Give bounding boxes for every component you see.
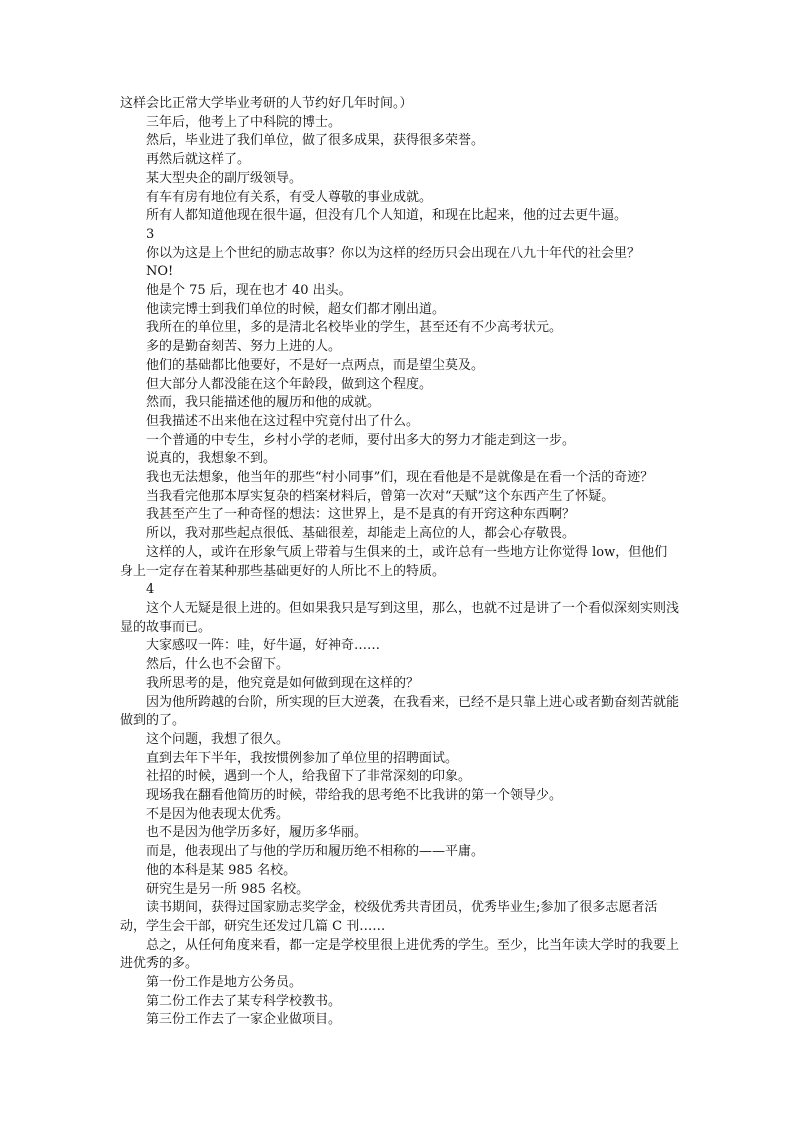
paragraph: 这样的人，或许在形象气质上带着与生俱来的土，或许总有一些地方让你觉得 low，但他们身上一定存在着某种那些基础更好的人所比不上的特质。 bbox=[120, 544, 668, 579]
paragraph: 然而，我只能描述他的履历和他的成就。 bbox=[146, 395, 381, 411]
paragraph: 这个问题，我想了很久。 bbox=[146, 731, 290, 747]
paragraph: 他的本科是某 985 名校。 bbox=[146, 862, 297, 878]
paragraph: 多的是勤奋刻苦、努力上进的人。 bbox=[146, 339, 342, 355]
paragraph: 他是个 75 后，现在也才 40 出头。 bbox=[146, 283, 352, 299]
paragraph: 但大部分人都没能在这个年龄段，做到这个程度。 bbox=[146, 376, 433, 392]
paragraph: 再然后就这样了。 bbox=[146, 152, 251, 168]
paragraph: 他们的基础都比他要好，不是好一点两点，而是望尘莫及。 bbox=[146, 357, 485, 373]
paragraph: 不是因为他表现太优秀。 bbox=[146, 806, 290, 822]
paragraph: 总之，从任何角度来看，都一定是学校里很上进优秀的学生。至少，比当年读大学时的我要上进优秀的多。 bbox=[120, 937, 680, 972]
paragraph: 大家感叹一阵：哇，好牛逼，好神奇…… bbox=[146, 638, 381, 654]
paragraph: 某大型央企的副厅级领导。 bbox=[146, 170, 303, 186]
paragraph: 第三份工作去了一家企业做项目。 bbox=[146, 1012, 342, 1028]
paragraph: 他读完博士到我们单位的时候，超女们都才刚出道。 bbox=[146, 301, 446, 317]
paragraph: 然后，毕业进了我们单位，做了很多成果，获得很多荣誉。 bbox=[146, 133, 485, 149]
paragraph: 三年后，他考上了中科院的博士。 bbox=[146, 114, 342, 130]
paragraph: 这个人无疑是很上进的。但如果我只是写到这里，那么，也就不过是讲了一个看似深刻实则浅显的故事而已。 bbox=[120, 600, 680, 635]
section-number: 3 bbox=[146, 226, 155, 242]
paragraph: 有车有房有地位有关系，有受人尊敬的事业成就。 bbox=[146, 189, 433, 205]
paragraph: 然后，什么也不会留下。 bbox=[146, 657, 290, 673]
paragraph: 你以为这是上个世纪的励志故事？你以为这样的经历只会出现在八九十年代的社会里？ bbox=[146, 245, 641, 261]
paragraph: 所以，我对那些起点很低、基础很差，却能走上高位的人，都会心存敬畏。 bbox=[146, 526, 576, 542]
paragraph: 我所思考的是，他究竟是如何做到现在这样的？ bbox=[146, 675, 420, 691]
paragraph: NO! bbox=[146, 264, 174, 280]
paragraph: 说真的，我想象不到。 bbox=[146, 451, 277, 467]
paragraph: 直到去年下半年，我按惯例参加了单位里的招聘面试。 bbox=[146, 750, 459, 766]
paragraph: 因为他所跨越的台阶，所实现的巨大逆袭，在我看来，已经不是只靠上进心或者勤奋刻苦就能做到的了。 bbox=[120, 694, 680, 729]
paragraph: 读书期间，获得过国家励志奖学金，校级优秀共青团员，优秀毕业生;参加了很多志愿者活动，学生会干部，研究生还发过几篇 C 刊…… bbox=[120, 900, 658, 934]
paragraph: 社招的时候，遇到一个人，给我留下了非常深刻的印象。 bbox=[146, 769, 472, 785]
paragraph: 研究生是另一所 985 名校。 bbox=[146, 881, 310, 897]
paragraph: 所有人都知道他现在很牛逼，但没有几个人知道，和现在比起来，他的过去更牛逼。 bbox=[146, 208, 628, 224]
section-number: 4 bbox=[146, 582, 155, 598]
paragraph: 第一份工作是地方公务员。 bbox=[146, 975, 303, 991]
paragraph: 这样会比正常大学毕业考研的人节约好几年时间。） bbox=[120, 96, 413, 111]
paragraph: 我也无法想象，他当年的那些“村小同事”们，现在看他是不是就像是在看一个活的奇迹？ bbox=[146, 470, 654, 486]
document-body bbox=[120, 95, 680, 1030]
paragraph: 也不是因为他学历多好，履历多华丽。 bbox=[146, 825, 368, 841]
paragraph: 现场我在翻看他简历的时候，带给我的思考绝不比我讲的第一个领导少。 bbox=[146, 788, 563, 804]
paragraph: 一个普通的中专生，乡村小学的老师，要付出多大的努力才能走到这一步。 bbox=[146, 432, 576, 448]
paragraph: 当我看完他那本厚实复杂的档案材料后，曾第一次对“天赋”这个东西产生了怀疑。 bbox=[146, 488, 615, 504]
paragraph: 但我描述不出来他在这过程中究竟付出了什么。 bbox=[146, 413, 420, 429]
paragraph: 我所在的单位里，多的是清北名校毕业的学生，甚至还有不少高考状元。 bbox=[146, 320, 563, 336]
paragraph: 而是，他表现出了与他的学历和履历绝不相称的——平庸。 bbox=[146, 844, 485, 860]
paragraph: 我甚至产生了一种奇怪的想法：这世界上，是不是真的有开窍这种东西啊？ bbox=[146, 507, 576, 523]
paragraph: 第二份工作去了某专科学校教书。 bbox=[146, 993, 342, 1009]
